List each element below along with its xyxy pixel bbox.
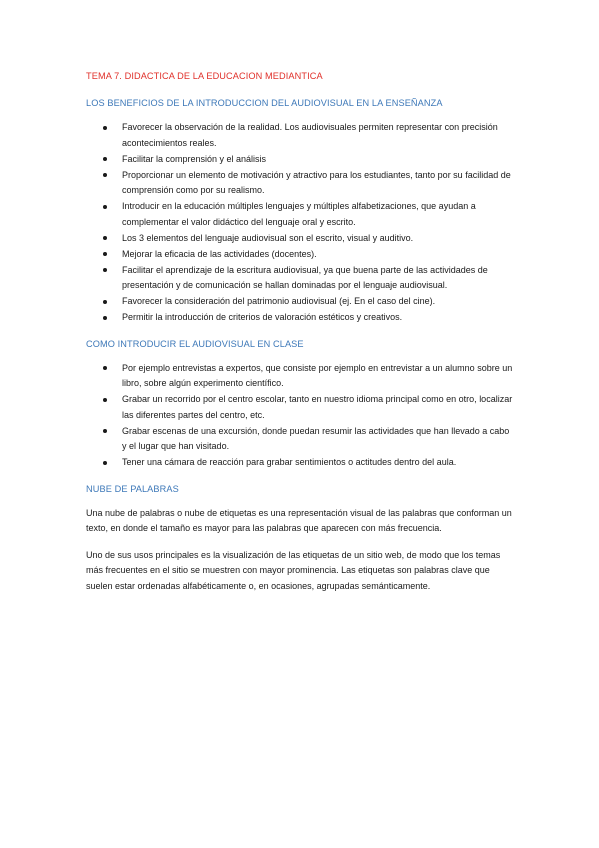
document-title: TEMA 7. DIDACTICA DE LA EDUCACION MEDIANTICA (86, 71, 323, 81)
list-item-text: Proporcionar un elemento de motivación y atractivo para los estudiantes, tanto por su facilidad de comprensión como por su realismo. (122, 169, 511, 195)
bullet-icon (103, 316, 107, 320)
list-item-text: Mejorar la eficacia de las actividades (docentes). (122, 248, 317, 259)
bullet-icon (103, 173, 107, 177)
bullet-icon (103, 268, 107, 272)
bullet-icon (103, 429, 107, 433)
bullet-icon (103, 398, 107, 402)
paragraph: Uno de sus usos principales es la visualización de las etiquetas de un sitio web, de modo que los temas más frecuentes en el sitio se muestren con mayor prominencia. Las etiquetas son palabras clave que suelen estar ordenadas alfabéticamente o, en ocasiones, agrupadas semánticamente. (86, 549, 501, 591)
list-item (86, 263, 516, 294)
list-item (86, 152, 516, 168)
bullet-icon (103, 236, 107, 240)
benefits-list (86, 120, 516, 326)
bullet-icon (103, 126, 107, 130)
bullet-icon (103, 157, 107, 161)
list-item (86, 231, 516, 247)
bullet-icon (103, 252, 107, 256)
paragraph: Una nube de palabras o nube de etiquetas es una representación visual de las palabras que conforman un texto, en donde el tamaño es mayor para las palabras que aparecen con más frecuencia. (86, 507, 512, 533)
section-heading-beneficios: LOS BENEFICIOS DE LA INTRODUCCION DEL AUDIOVISUAL EN LA ENSEÑANZA (86, 98, 443, 108)
introduction-list (86, 361, 516, 471)
bullet-icon (103, 366, 107, 370)
list-item-text: Los 3 elementos del lenguaje audiovisual son el escrito, visual y auditivo. (122, 232, 414, 243)
list-item-text: Grabar un recorrido por el centro escolar, tanto en nuestro idioma principal como en otro, localizar las diferentes partes del centro, etc. (122, 394, 513, 420)
list-item-text: Introducir en la educación múltiples lenguajes y múltiples alfabetizaciones, que ayudan a complementar el valor didáctico del lenguaje oral y escrito. (122, 201, 476, 227)
list-item (86, 424, 516, 455)
section-heading-nube-de-palabras: NUBE DE PALABRAS (86, 483, 179, 494)
list-item (86, 168, 516, 199)
list-item (86, 199, 516, 230)
list-item-text: Facilitar la comprensión y el análisis (122, 153, 267, 164)
list-item (86, 310, 516, 326)
list-item (86, 120, 516, 151)
list-item (86, 455, 516, 471)
list-item-text: Favorecer la observación de la realidad. Los audiovisuales permiten representar con precisión acontecimientos reales. (122, 122, 498, 148)
list-item-text: Permitir la introducción de criterios de valoración estéticos y creativos. (122, 312, 403, 322)
list-item-text: Grabar escenas de una excursión, donde puedan resumir las actividades que han llevado a cabo y el lugar que han visitado. (122, 425, 510, 451)
bullet-icon (103, 300, 107, 304)
list-item-text: Por ejemplo entrevistas a expertos, que consiste por ejemplo en entrevistar a un alumno sobre un libro, sobre algún experimento científico. (122, 362, 513, 388)
list-item (86, 392, 516, 423)
list-item-text: Tener una cámara de reacción para grabar sentimientos o actitudes dentro del aula. (122, 457, 457, 467)
document-page (86, 70, 516, 605)
list-item-text: Facilitar el aprendizaje de la escritura audiovisual, ya que buena parte de las actividades de presentación y de comunicación se hallan dominadas por el lenguaje audiovisual. (122, 264, 488, 290)
list-item-text: Favorecer la consideración del patrimonio audiovisual (ej. En el caso del cine). (122, 296, 436, 306)
section-heading-como-introducir: COMO INTRODUCIR EL AUDIOVISUAL EN CLASE (86, 338, 304, 349)
list-item (86, 361, 516, 392)
bullet-icon (103, 205, 107, 209)
bullet-icon (103, 461, 107, 465)
list-item (86, 294, 516, 310)
list-item (86, 247, 516, 263)
